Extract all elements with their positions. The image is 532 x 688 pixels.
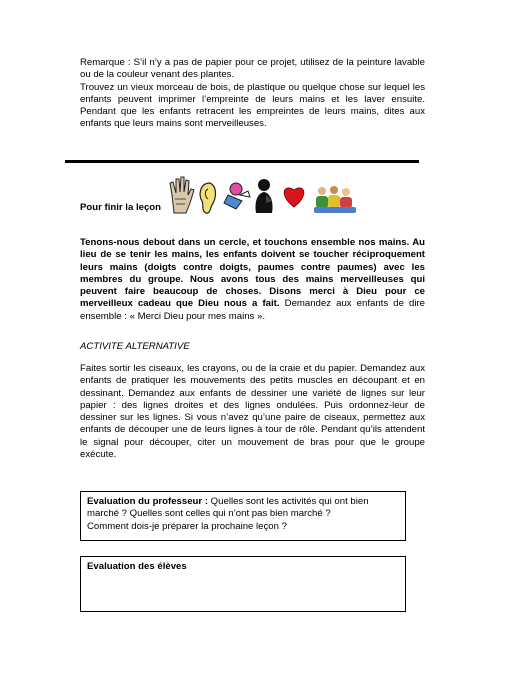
remark-paragraph: Remarque : S’il n’y a pas de papier pour ce projet, utilisez de la peinture lavable ou de la couleur venant des plantes. xyxy=(80,57,425,81)
heart-icon xyxy=(284,188,304,207)
teacher-evaluation-question-2: Comment dois-je préparer la prochaine leçon ? xyxy=(87,520,287,532)
student-evaluation-label: Evaluation des élèves xyxy=(87,561,187,572)
lesson-bold-text: Tenons-nous debout dans un cercle, et touchons ensemble nos mains. Au lieu de se tenir les mains, les enfants doivent se toucher réciproquement leurs mains (doigts contre doigts, paumes contre paumes) avec les membres du groupe. Nous avons tous des mains merveilleuses qui peuvent faire beaucoup de choses. Disons merci à Dieu pour ce merveilleux cadeau que Dieu nous a fait. xyxy=(80,237,425,310)
ear-icon xyxy=(200,183,215,213)
sniffing-icon xyxy=(224,183,250,209)
lesson-icons xyxy=(168,175,368,215)
teacher-evaluation-box xyxy=(80,491,406,541)
alternative-activity-title: ACTIVITE ALTERNATIVE xyxy=(80,341,190,352)
praying-child-icon xyxy=(255,179,272,213)
alternative-activity-body xyxy=(80,363,425,461)
section-divider xyxy=(65,160,419,163)
hand-icon xyxy=(170,177,194,213)
lesson-normal-text: Demandez aux enfants de dire ensemble : « Merci Dieu pour mes mains ». xyxy=(80,298,425,322)
instructions-paragraph: Trouvez un vieux morceau de bois, de plastique ou quelque chose sur lequel les enfants peuvent imprimer l’empreinte de leurs mains et les laver ensuite. Pendant que les enfants retracent les empreintes de leurs mains, dites aux enfants que leurs mains sont merveilleuses. xyxy=(80,81,425,130)
children-group-icon xyxy=(314,186,356,213)
student-evaluation-box xyxy=(80,556,406,612)
lesson-body xyxy=(80,237,425,323)
intro-remark xyxy=(80,57,425,131)
teacher-evaluation-label: Evaluation du professeur : xyxy=(87,496,209,507)
lesson-paragraph xyxy=(80,237,425,323)
alternative-paragraph: Faites sortir les ciseaux, les crayons, ou de la craie et du papier. Demandez aux enfants de pratiquer les mouvements des petits muscles en découpant et en dessinant. Demandez aux enfants de dessiner une variété de lignes sur leur papier : des lignes droites et des lignes ondulées. Puis ordonnez-leur de dessiner sur les lignes. Si vous n’avez qu’une paire de ciseaux, permettez aux enfants de découper une de leurs lignes à tour de rôle. Pendant qu’ils attendent le signal pour découper, citer un mouvement de bras pour que le groupe exécute. xyxy=(80,363,425,461)
teacher-evaluation-question: Quelles sont les activités qui ont bien marché ? Quelles sont celles qui n’ont pas bien marché ? xyxy=(87,496,369,520)
lesson-title: Pour finir la leçon xyxy=(80,202,162,213)
